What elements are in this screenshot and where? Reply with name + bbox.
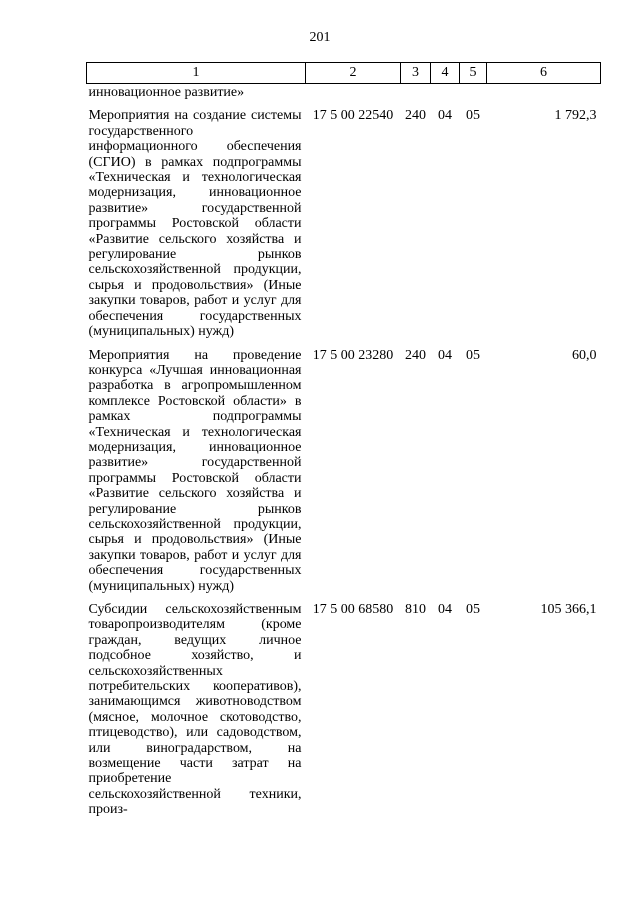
page-number: 201 — [309, 30, 331, 45]
row-amount: 1 792,3 — [554, 108, 597, 124]
row-description: Мероприятия на создание системы государственного информационного обеспечения (СГИО) в рамках подпрограммы «Техническая и технологическая модернизация, инновационное развитие» государственной программы Ростовской области «Развитие сельского хозяйства и регулирование рынков сельскохозяйственной продукции, сырья и продовольствия» (Иные закупки товаров, работ и услуг для обеспечения государственных (муниципальных) нужд) — [88, 108, 302, 340]
row-col3: 810 — [405, 602, 426, 617]
header-col-1: 1 — [87, 63, 306, 84]
table-row — [87, 100, 601, 339]
row-col4: 04 — [438, 347, 452, 363]
row-col5: 05 — [466, 347, 480, 363]
header-col-2: 2 — [306, 63, 401, 84]
budget-table — [86, 62, 601, 818]
row-col4: 04 — [438, 108, 452, 124]
row-code: 17 5 00 68580 — [312, 602, 394, 617]
continuation-text: инновационное развитие» — [88, 85, 245, 100]
header-col-5: 5 — [460, 63, 487, 84]
row-amount: 60,0 — [572, 347, 597, 363]
row-col3: 240 — [405, 347, 426, 363]
header-col-3: 3 — [401, 63, 431, 84]
table-header — [87, 63, 601, 84]
row-description: Мероприятия на проведение конкурса «Лучшая инновационная разработка в агропромышленном комплексе Ростовской области» в рамках подпрограммы «Техническая и технологическая модернизация, инновационное развитие» государственной программы Ростовской области «Развитие сельского хозяйства и регулирование рынков сельскохозяйственной продукции, сырья и продовольствия» (Иные закупки товаров, работ и услуг для обеспечения государственных (муниципальных) нужд) — [88, 347, 302, 594]
row-col4: 04 — [438, 602, 452, 617]
row-code: 17 5 00 22540 — [312, 108, 394, 124]
row-col5: 05 — [466, 602, 480, 617]
table-row — [87, 594, 601, 818]
row-code: 17 5 00 23280 — [312, 347, 394, 363]
table-row — [87, 340, 601, 595]
header-col-4: 4 — [431, 63, 460, 84]
header-col-6: 6 — [487, 63, 601, 84]
row-col3: 240 — [405, 108, 426, 124]
row-amount: 105 366,1 — [540, 602, 597, 617]
continuation-row — [87, 84, 601, 101]
row-description: Субсидии сельскохозяйственным товаропроизводителям (кроме граждан, ведущих личное подсобное хозяйство, и сельскохозяйственных потребительских кооперативов), занимающимся животноводством (мясное, молочное скотоводство, птицеводство), или садоводством, или виноградарством, на возмещение части затрат на приобретение сельскохозяйственной техники, произ- — [88, 602, 302, 818]
row-col5: 05 — [466, 108, 480, 124]
